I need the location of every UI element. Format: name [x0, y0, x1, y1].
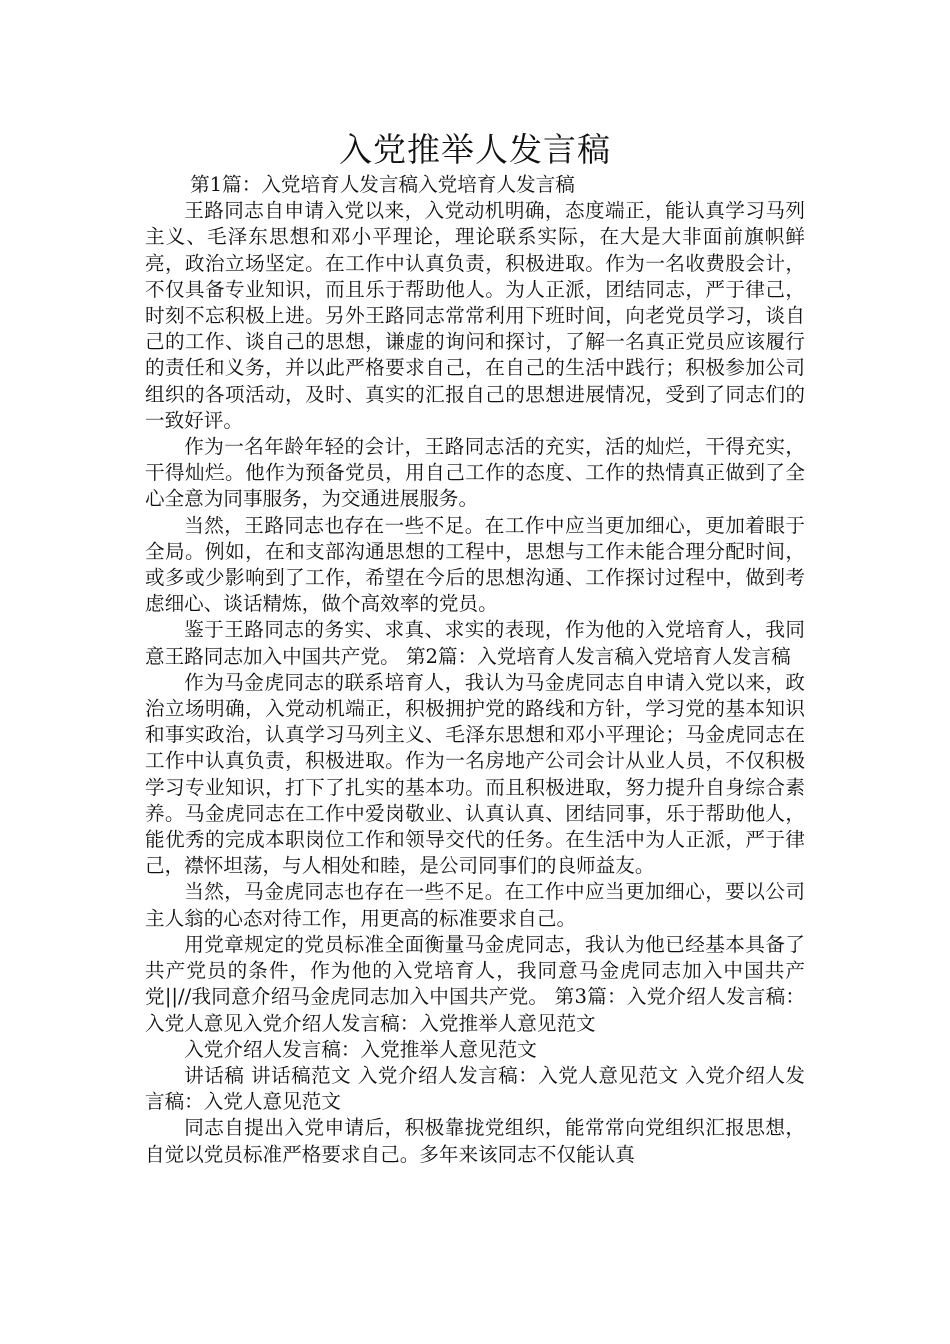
section-heading-1: 第1篇：入党培育人发言稿入党培育人发言稿: [190, 173, 575, 196]
paragraph: 讲话稿 讲话稿范文 入党介绍人发言稿：入党人意见范文 入党介绍人发言稿：入党人意见范文: [145, 1063, 805, 1114]
paragraph: 入党介绍人发言稿：入党推举人意见范文: [184, 1037, 537, 1061]
paragraph: 作为一名年龄年轻的会计，王路同志活的充实，活的灿烂，干得充实，干得灿烂。他作为预备党员，用自己工作的态度、工作的热情真正做到了全心全意为同事服务，为交通进展服务。: [145, 435, 805, 511]
paragraph: 作为马金虎同志的联系培育人，我认为马金虎同志自申请入党以来，政治立场明确，入党动机端正，积极拥护党的路线和方针，学习党的基本知识和事实政治，认真学习马列主义、毛泽东思想和邓小平理论；马金虎同志在工作中认真负责，积极进取。作为一名房地产公司会计从业人员，不仅积极学习专业知识，打下了扎实的基本功。而且积极进取，努力提升自身综合素养。马金虎同志在工作中爱岗敬业、认真认真、团结同事，乐于帮助他人，能优秀的完成本职岗位工作和领导交代的任务。在生活中为人正派，严于律己，襟怀坦荡，与人相处和睦，是公司同事们的良师益友。: [145, 670, 805, 878]
paragraph: 当然，马金虎同志也存在一些不足。在工作中应当更加细心，要以公司主人翁的心态对待工作，用更高的标准要求自己。: [145, 880, 805, 930]
document-title: 入党推举人发言稿: [339, 130, 611, 169]
paragraph: 当然，王路同志也存在一些不足。在工作中应当更加细心，更加着眼于全局。例如，在和支部沟通思想的工程中，思想与工作未能合理分配时间，或多或少影响到了工作，希望在今后的思想沟通、工作探讨过程中，做到考虑细心、谈话精炼，做个高效率的党员。: [145, 513, 805, 616]
paragraph: 同志自提出入党申请后，积极靠拢党组织，能常常向党组织汇报思想，自觉以党员标准严格要求自己。多年来该同志不仅能认真: [145, 1116, 805, 1166]
paragraph: 用党章规定的党员标准全面衡量马金虎同志，我认为他已经基本具备了共产党员的条件，作为他的入党培育人，我同意马金虎同志加入中国共产党||//我同意介绍马金虎同志加入中国共产党。 第3篇：入党介绍人发言稿：入党人意见入党介绍人发言稿：入党推举人意见范文: [145, 932, 805, 1035]
paragraph: 王路同志自申请入党以来，入党动机明确，态度端正，能认真学习马列主义、毛泽东思想和邓小平理论，理论联系实际，在大是大非面前旗帜鲜亮，政治立场坚定。在工作中认真负责，积极进取。作为一名收费股会计，不仅具备专业知识，而且乐于帮助他人。为人正派，团结同志，严于律己，时刻不忘积极上进。另外王路同志常常利用下班时间，向老党员学习，谈自己的工作、谈自己的思想，谦虚的询问和探讨，了解一名真正党员应该履行的责任和义务，并以此严格要求自己，在自己的生活中践行；积极参加公司组织的各项活动，及时、真实的汇报自己的思想进展情况，受到了同志们的一致好评。: [145, 199, 805, 432]
paragraph: 鉴于王路同志的务实、求真、求实的表现，作为他的入党培育人，我同意王路同志加入中国共产党。 第2篇：入党培育人发言稿入党培育人发言稿: [145, 618, 805, 668]
document-body: [145, 172, 805, 1168]
